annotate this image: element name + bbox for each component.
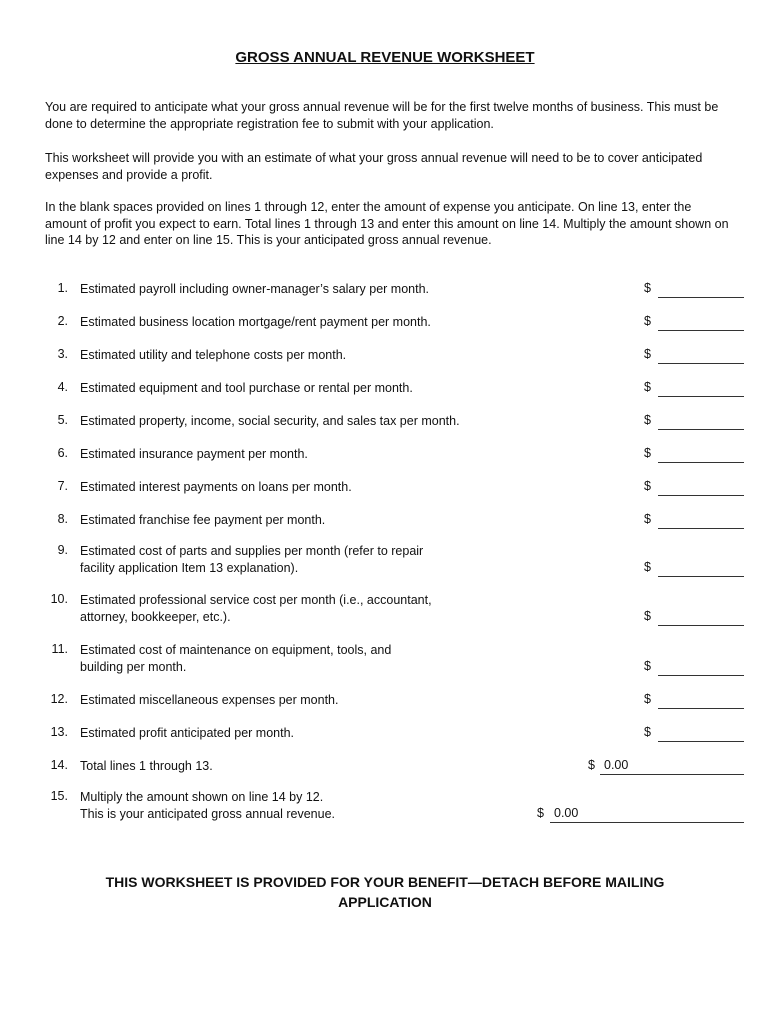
line-number: 10. — [50, 592, 68, 606]
dollar-sign: $ — [644, 559, 651, 574]
amount-value: 0.00 — [604, 758, 629, 772]
amount-field[interactable] — [658, 314, 744, 331]
amount-field[interactable] — [658, 479, 744, 496]
line-description-text: Estimated interest payments on loans per month. — [80, 480, 352, 494]
dollar-sign: $ — [644, 347, 651, 361]
page-title: GROSS ANNUAL REVENUE WORKSHEET — [235, 49, 535, 66]
line-description — [80, 592, 432, 625]
line-description-text: This is your anticipated gross annual revenue. — [80, 806, 336, 821]
amount-field[interactable] — [658, 446, 744, 463]
line-number: 5. — [57, 413, 68, 427]
line-description — [80, 380, 413, 397]
amount-field[interactable] — [658, 413, 744, 430]
line-description — [80, 789, 335, 822]
line-number: 2. — [57, 314, 68, 328]
intro-paragraph: You are required to anticipate what your gross annual revenue will be for the first twelve months of business. This must be done to determine the appropriate registration fee to submit with your application. — [45, 100, 719, 131]
dollar-sign: $ — [644, 608, 651, 623]
line-description — [80, 543, 423, 576]
line-description — [80, 281, 429, 298]
dollar-sign: $ — [644, 725, 651, 739]
line-description-text: building per month. — [80, 659, 187, 674]
line-number: 6. — [57, 446, 68, 460]
line-description-text: Estimated property, income, social security, and sales tax per month. — [80, 414, 460, 428]
line-number: 7. — [57, 479, 68, 493]
line-number: 15. — [50, 789, 68, 803]
instructions-paragraph: In the blank spaces provided on lines 1 through 12, enter the amount of expense you anticipate. On line 13, enter the amount of profit you expect to earn. Total lines 1 through 13 and enter this amount on line 14. Multiply the amount shown on line 14 by 12 and enter on line 15. This is your anticipated gross annual revenue. — [45, 200, 729, 247]
line-description-text: Estimated franchise fee payment per month. — [80, 513, 326, 527]
line-description — [80, 479, 352, 496]
dollar-sign: $ — [644, 692, 651, 706]
amount-field[interactable] — [658, 281, 744, 298]
line-number: 3. — [57, 347, 68, 361]
dollar-sign: $ — [588, 758, 595, 772]
line-description-text: attorney, bookkeeper, etc.). — [80, 609, 231, 624]
line-number: 12. — [50, 692, 68, 706]
line-description-text: Estimated utility and telephone costs per month. — [80, 348, 347, 362]
line-description-text: Total lines 1 through 13. — [80, 759, 213, 773]
line-number: 8. — [57, 512, 68, 526]
amount-field[interactable] — [658, 512, 744, 529]
line-description-text: facility application Item 13 explanation). — [80, 560, 299, 575]
line-description-text: Estimated miscellaneous expenses per month. — [80, 693, 339, 707]
line-number: 9. — [57, 543, 68, 557]
line-description-text: Estimated business location mortgage/rent payment per month. — [80, 315, 431, 329]
dollar-sign: $ — [537, 805, 544, 820]
line-description-text: Estimated payroll including owner-manager’s salary per month. — [80, 282, 430, 296]
line-number: 14. — [50, 758, 68, 772]
line-description — [80, 446, 308, 463]
dollar-sign: $ — [644, 479, 651, 493]
amount-field[interactable] — [658, 659, 744, 676]
dollar-sign: $ — [644, 281, 651, 295]
purpose-paragraph: This worksheet will provide you with an estimate of what your gross annual revenue will need to be to cover anticipated expenses and provide a profit. — [45, 151, 703, 182]
detach-notice — [0, 873, 770, 912]
line-description — [80, 758, 213, 775]
line-description-text: Multiply the amount shown on line 14 by 12. — [80, 790, 324, 804]
amount-field[interactable] — [658, 347, 744, 364]
line-description — [80, 347, 346, 364]
line-description-text: Estimated equipment and tool purchase or rental per month. — [80, 381, 413, 395]
line-number: 11. — [51, 642, 68, 656]
line-description-text: Estimated insurance payment per month. — [80, 447, 308, 461]
line-description-text: Estimated professional service cost per month (i.e., accountant, — [80, 593, 432, 607]
amount-field[interactable] — [658, 380, 744, 397]
line-number: 4. — [57, 380, 68, 394]
detach-notice-line: APPLICATION — [338, 893, 432, 910]
amount-value: 0.00 — [554, 805, 579, 820]
line-number: 1. — [57, 281, 68, 295]
dollar-sign: $ — [644, 314, 651, 328]
line-description — [80, 725, 294, 742]
line-description-text: Estimated profit anticipated per month. — [80, 726, 295, 740]
amount-field[interactable] — [550, 806, 744, 823]
line-description-text: Estimated cost of parts and supplies per month (refer to repair — [80, 544, 424, 558]
amount-field[interactable] — [658, 692, 744, 709]
amount-field[interactable] — [658, 560, 744, 577]
line-description — [80, 512, 325, 529]
dollar-sign: $ — [644, 446, 651, 460]
dollar-sign: $ — [644, 380, 651, 394]
line-description — [80, 642, 391, 675]
line-description-text: Estimated cost of maintenance on equipment, tools, and — [80, 643, 392, 657]
amount-field[interactable] — [658, 609, 744, 626]
line-description — [80, 692, 338, 709]
detach-notice-line: THIS WORKSHEET IS PROVIDED FOR YOUR BENEFIT—DETACH BEFORE MAILING — [105, 874, 665, 890]
line-number: 13. — [50, 725, 68, 739]
line-description — [80, 413, 460, 430]
dollar-sign: $ — [644, 413, 651, 427]
dollar-sign: $ — [644, 658, 651, 673]
line-description — [80, 314, 431, 331]
dollar-sign: $ — [644, 512, 651, 526]
amount-field[interactable] — [658, 725, 744, 742]
amount-field[interactable] — [600, 758, 744, 775]
